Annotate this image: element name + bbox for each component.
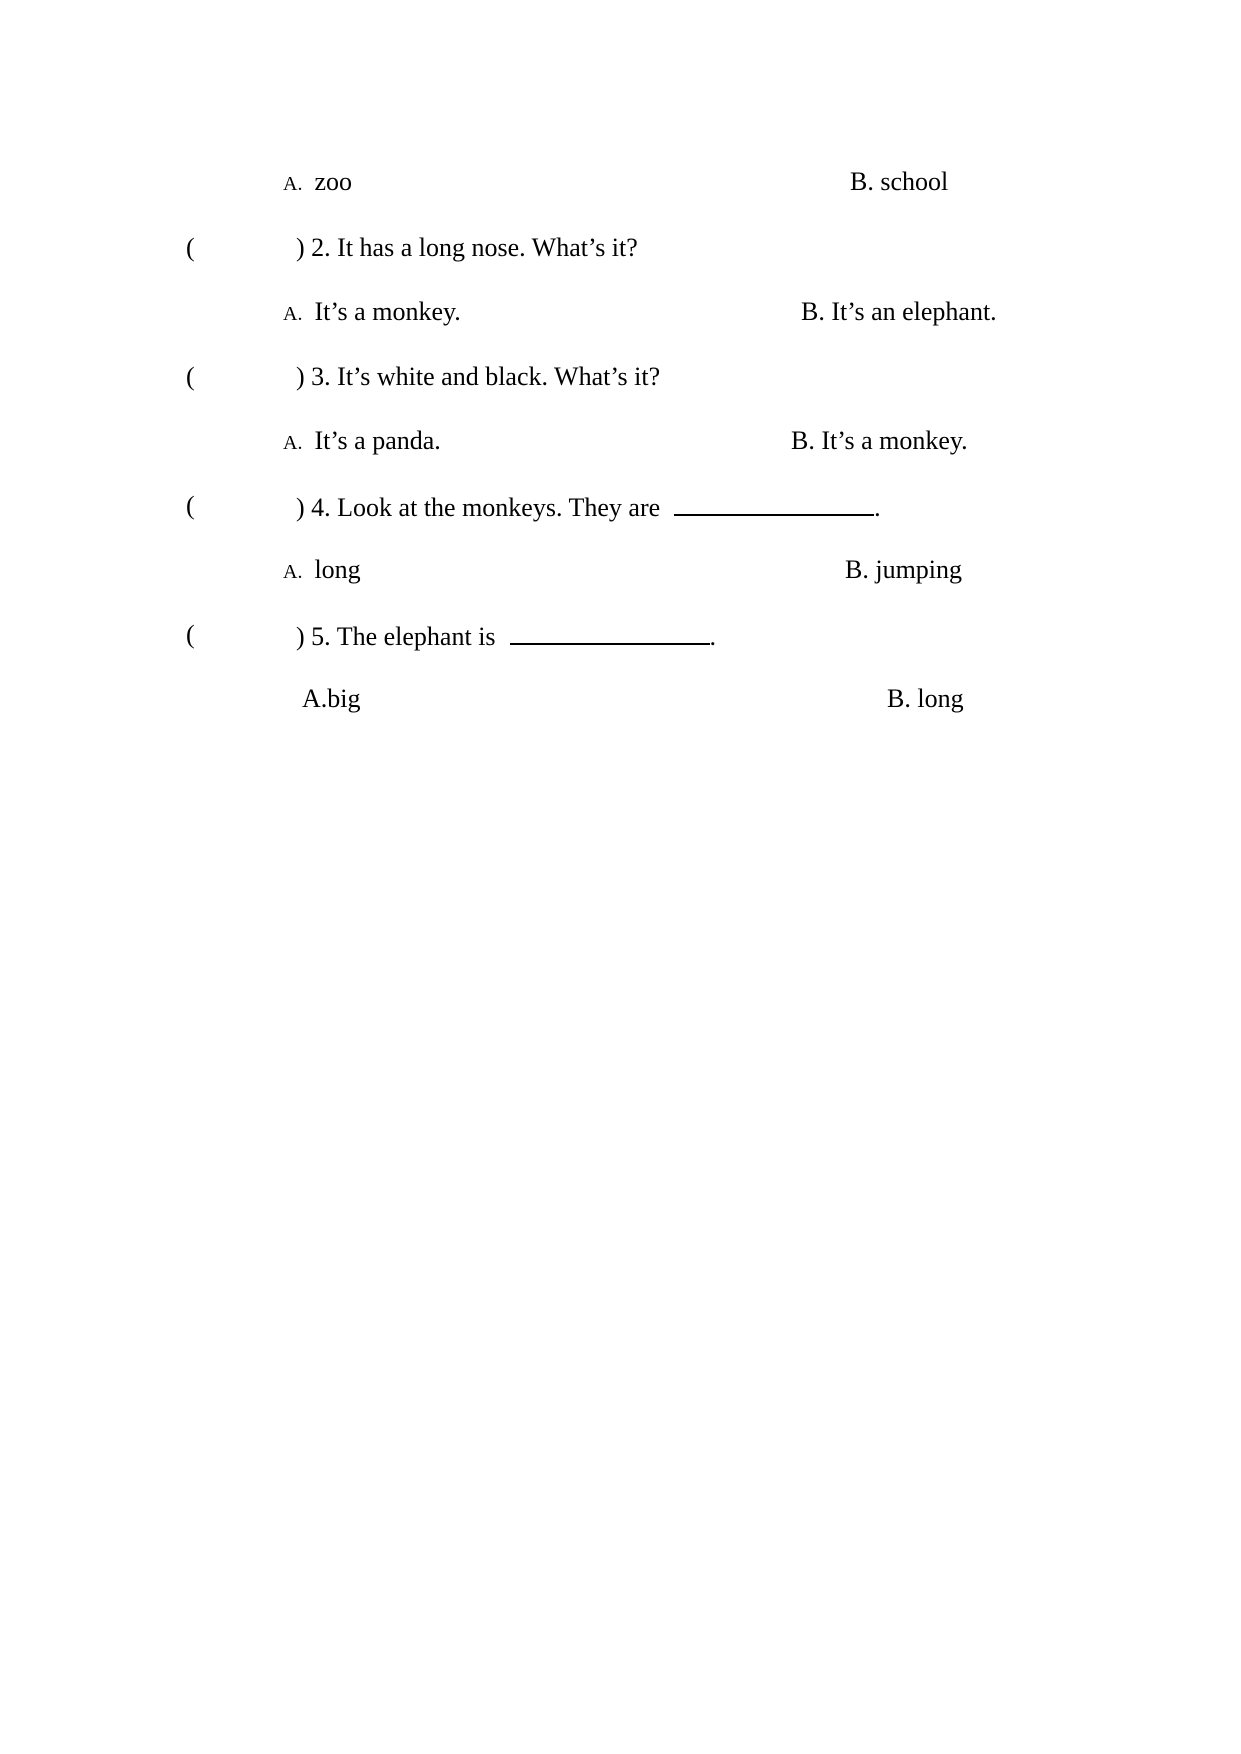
q5-option-a: A.big (302, 684, 361, 713)
q5-paren-open: ( (186, 620, 195, 649)
q3-option-a (283, 425, 441, 459)
q2-paren-open: ( (186, 233, 195, 262)
q2-question-text: 2. It has a long nose. What’s it? (311, 233, 638, 262)
q5-stem-end: . (709, 622, 717, 651)
q4-paren-open: ( (186, 491, 195, 520)
q2-paren-close: ) (296, 233, 305, 262)
q5-paren-close: ) (296, 622, 305, 651)
q5-answer-blank[interactable] (510, 619, 710, 645)
q4-option-a-letter: A. (283, 561, 303, 583)
q3-paren-open: ( (186, 362, 195, 391)
q3-question-text: 3. It’s white and black. What’s it? (311, 362, 661, 391)
q4-question-text: 4. Look at the monkeys. They are (311, 493, 661, 522)
q2-option-a-text: It’s a monkey. (314, 297, 461, 326)
q3-paren-close: ) (296, 362, 305, 391)
q4-stem-end: . (874, 493, 881, 522)
q1-option-b: B. school (850, 167, 949, 196)
q4-option-b: B. jumping (845, 555, 963, 584)
q2-option-a-letter: A. (283, 303, 303, 325)
q4-option-a-text: long (314, 555, 361, 584)
q3-stem (296, 361, 660, 393)
q5-option-b: B. long (887, 684, 964, 713)
q5-stem (296, 619, 716, 653)
q1-option-a (283, 166, 352, 200)
q1-option-a-text: zoo (314, 167, 352, 196)
q2-option-b: B. It’s an elephant. (801, 297, 997, 326)
q1-option-a-letter: A. (283, 173, 303, 195)
q2-stem (296, 232, 638, 264)
q4-paren-close: ) (296, 493, 305, 522)
q5-question-text: 5. The elephant is (311, 622, 496, 651)
q4-answer-blank[interactable] (674, 490, 874, 516)
q4-option-a (283, 554, 361, 588)
q3-option-a-letter: A. (283, 432, 303, 454)
q2-option-a (283, 296, 461, 330)
q3-option-b: B. It’s a monkey. (791, 426, 968, 455)
q3-option-a-text: It’s a panda. (314, 426, 441, 455)
q4-stem (296, 490, 881, 524)
